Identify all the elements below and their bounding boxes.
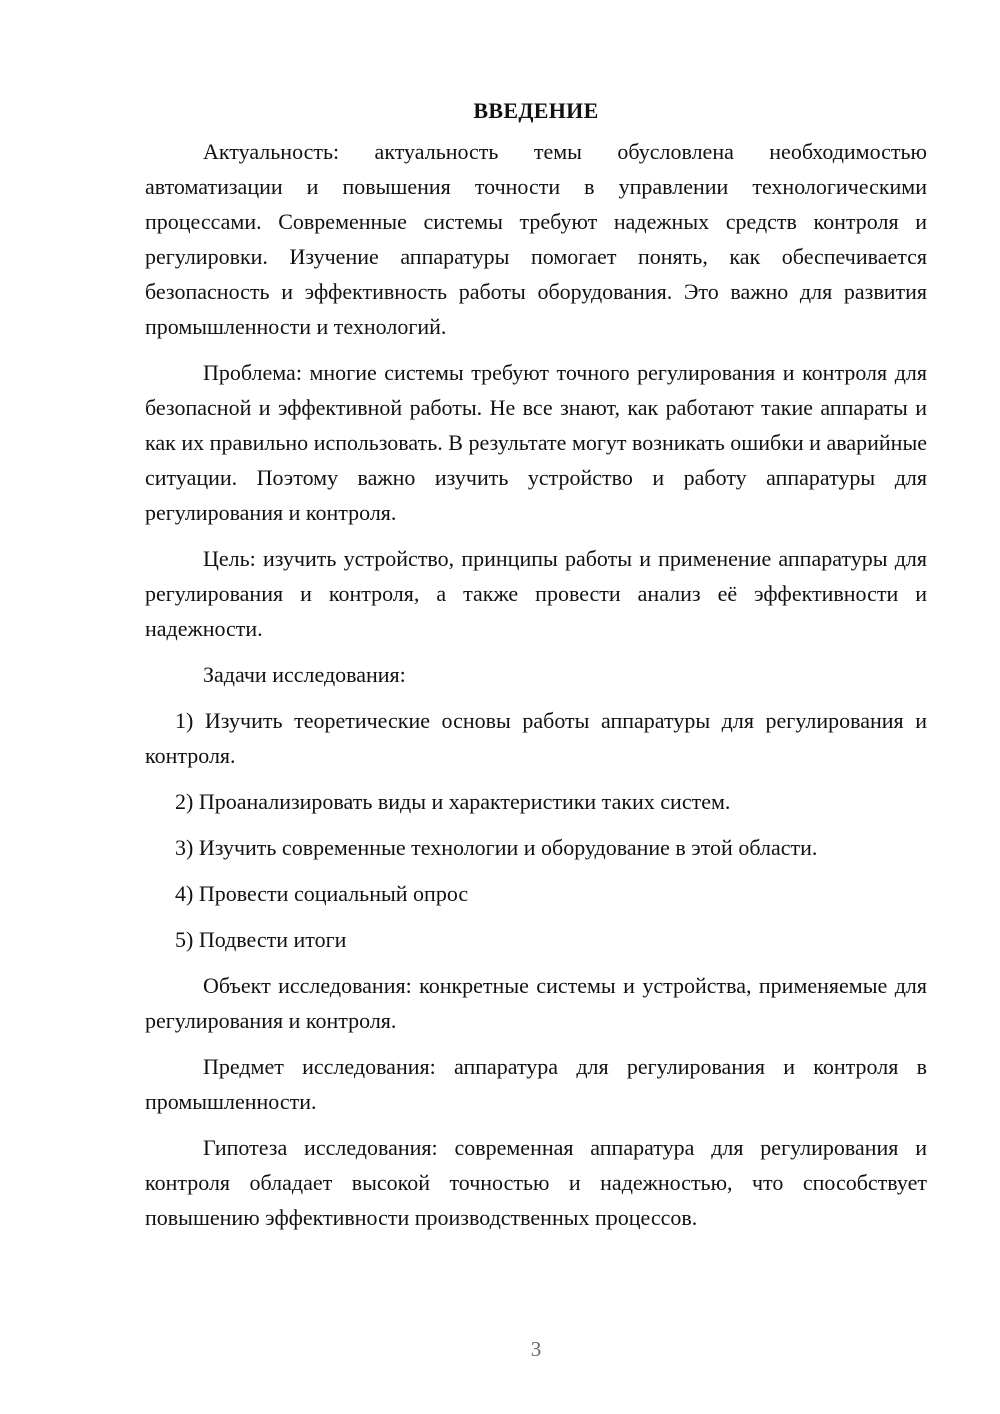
- paragraph-hypothesis: Гипотеза исследования: современная аппаратура для регулирования и контроля обладает высокой точностью и надежностью, что способствует повышению эффективности производственных процессов.: [145, 1135, 927, 1230]
- paragraph-tasks-heading: Задачи исследования:: [203, 662, 406, 687]
- section-title: ВВЕДЕНИЕ: [473, 98, 599, 123]
- paragraph-problem: Проблема: многие системы требуют точного регулирования и контроля для безопасной и эффективной работы. Не все знают, как работают такие аппараты и как их правильно использовать. В результате могут возникать ошибки и аварийные ситуации. Поэтому важно изучить устройство и работу аппаратуры для регулирования и контроля.: [145, 360, 927, 525]
- paragraph-relevance: Актуальность: актуальность темы обусловлена необходимостью автоматизации и повышения точности в управлении технологическими процессами. Современные системы требуют надежных средств контроля и регулировки. Изучение аппаратуры помогает понять, как обеспечивается безопасность и эффективность работы оборудования. Это важно для развития промышленности и технологий.: [145, 139, 927, 339]
- page-number: 3: [530, 1337, 542, 1361]
- task-item-4: 4) Провести социальный опрос: [175, 881, 469, 906]
- task-item-1: 1) Изучить теоретические основы работы аппаратуры для регулирования и контроля.: [145, 708, 927, 768]
- paragraph-goal: Цель: изучить устройство, принципы работы и применение аппаратуры для регулирования и контроля, а также провести анализ её эффективности и надежности.: [145, 546, 927, 641]
- page-content: [145, 93, 927, 1246]
- task-item-3: 3) Изучить современные технологии и оборудование в этой области.: [175, 835, 818, 860]
- task-item-5: 5) Подвести итоги: [175, 927, 347, 952]
- paragraph-object: Объект исследования: конкретные системы и устройства, применяемые для регулирования и контроля.: [145, 973, 927, 1033]
- task-item-2: 2) Проанализировать виды и характеристики таких систем.: [175, 789, 731, 814]
- paragraph-subject: Предмет исследования: аппаратура для регулирования и контроля в промышленности.: [145, 1054, 927, 1114]
